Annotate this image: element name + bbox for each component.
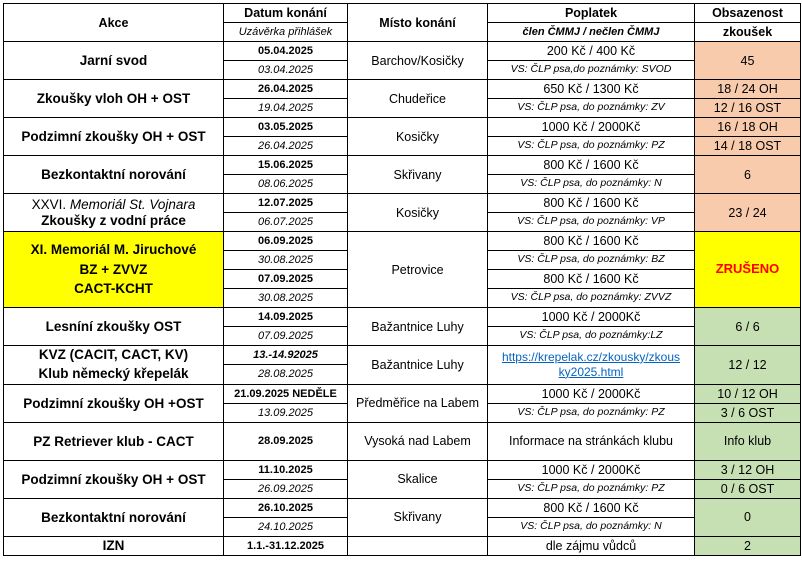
event-deadline: 19.04.2025 — [224, 99, 348, 118]
event-occupancy-ost: 3 / 6 OST — [695, 403, 801, 422]
event-deadline: 26.09.2025 — [224, 479, 348, 498]
header-poplatek: Poplatek — [488, 4, 695, 23]
event-deadline: 07.09.2025 — [224, 327, 348, 346]
event-date: 03.05.2025 — [224, 118, 348, 137]
event-name-line2: BZ + ZVVZ — [79, 261, 148, 277]
event-place: Petrovice — [348, 232, 488, 308]
header-datum: Datum konání — [224, 4, 348, 23]
event-place: Vysoká nad Labem — [348, 422, 488, 460]
event-deadline: 26.04.2025 — [224, 137, 348, 156]
event-name — [4, 346, 224, 385]
event-occupancy: 0 — [695, 498, 801, 536]
event-name-line3: CACT-KCHT — [74, 281, 153, 297]
event-fee: 800 Kč / 1600 Kč — [488, 270, 695, 289]
event-deadline: 30.08.2025 — [224, 251, 348, 270]
event-date: 26.10.2025 — [224, 498, 348, 517]
event-date: 11.10.2025 — [224, 460, 348, 479]
event-place: Skřivany — [348, 156, 488, 194]
event-vs: VS: ČLP psa,do poznámky: SVOD — [488, 61, 695, 80]
header-uzaverka: Uzávěrka přihlášek — [224, 23, 348, 42]
event-fee: 800 Kč / 1600 Kč — [488, 156, 695, 175]
event-name: Bezkontaktní norování — [4, 156, 224, 194]
krepelak-link[interactable] — [491, 350, 691, 380]
event-occupancy-ost: 0 / 6 OST — [695, 479, 801, 498]
event-name-line1: KVZ (CACIT, CACT, KV) — [38, 347, 189, 362]
event-deadline: 03.04.2025 — [224, 61, 348, 80]
event-vs: VS: ČLP psa, do poznámky: PZ — [488, 403, 695, 422]
event-name — [4, 194, 224, 232]
event-deadline: 24.10.2025 — [224, 517, 348, 536]
event-name-prefix: XXVI. — [31, 197, 67, 213]
event-date: 1.1.-31.12.2025 — [224, 536, 348, 555]
event-name-memorial: Memoriál St. Vojnara — [69, 197, 196, 213]
event-fee: 1000 Kč / 2000Kč — [488, 460, 695, 479]
event-deadline: 13.09.2025 — [224, 403, 348, 422]
event-name-line1: XI. Memoriál M. Jiruchové — [30, 242, 197, 258]
event-name: Jarní svod — [4, 42, 224, 80]
event-name-line2: Klub německý křepelák — [38, 365, 189, 381]
event-occupancy-oh: 3 / 12 OH — [695, 460, 801, 479]
event-link-cell — [488, 346, 695, 385]
event-occupancy: 6 / 6 — [695, 308, 801, 346]
event-fee: 650 Kč / 1300 Kč — [488, 80, 695, 99]
event-info: Informace na stránkách klubu — [488, 422, 695, 460]
event-fee: 1000 Kč / 2000Kč — [488, 118, 695, 137]
event-occupancy: 45 — [695, 42, 801, 80]
header-poplatek-sub: člen ČMMJ / nečlen ČMMJ — [488, 23, 695, 42]
event-occupancy-ost: 12 / 16 OST — [695, 99, 801, 118]
event-deadline: 08.06.2025 — [224, 175, 348, 194]
event-date: 21.09.2025 NEDĚLE — [224, 384, 348, 403]
event-date: 05.04.2025 — [224, 42, 348, 61]
event-cancelled-status: ZRUŠENO — [695, 232, 801, 308]
event-name: Bezkontaktní norování — [4, 498, 224, 536]
event-place: Chudeřice — [348, 80, 488, 118]
event-date: 14.09.2025 — [224, 308, 348, 327]
event-place — [348, 536, 488, 555]
event-place: Skřivany — [348, 498, 488, 536]
event-name — [4, 232, 224, 308]
event-name: IZN — [4, 536, 224, 555]
event-occupancy: Info klub — [695, 422, 801, 460]
event-place: Bažantnice Luhy — [348, 346, 488, 385]
event-date: 26.04.2025 — [224, 80, 348, 99]
event-name: Podzimní zkoušky OH + OST — [4, 460, 224, 498]
event-name-line2: Zkoušky z vodní práce — [41, 212, 186, 228]
event-place: Barchov/Kosičky — [348, 42, 488, 80]
event-fee: 800 Kč / 1600 Kč — [488, 232, 695, 251]
krepelak-link-line1: https://krepelak.cz/zkousky/zkous — [501, 349, 681, 364]
event-occupancy: 2 — [695, 536, 801, 555]
event-date: 28.09.2025 — [224, 422, 348, 460]
event-occupancy-ost: 14 / 18 OST — [695, 137, 801, 156]
event-vs: VS: ČLP psa, do poznámky: N — [488, 175, 695, 194]
header-misto: Místo konání — [348, 4, 488, 42]
event-name: Podzimní zkoušky OH + OST — [4, 118, 224, 156]
event-vs: VS: ČLP psa, do poznámky: ZV — [488, 99, 695, 118]
event-date: 13.-14.92025 — [224, 346, 348, 365]
header-akce: Akce — [4, 4, 224, 42]
header-obsazenost: Obsazenost — [695, 4, 801, 23]
event-vs: VS: ČLP psa, do poznámky: BZ — [488, 251, 695, 270]
event-occupancy-oh: 18 / 24 OH — [695, 80, 801, 99]
event-place: Bažantnice Luhy — [348, 308, 488, 346]
event-vs: VS: ČLP psa, do poznámky: PZ — [488, 479, 695, 498]
event-name: PZ Retriever klub - CACT — [4, 422, 224, 460]
event-date: 15.06.2025 — [224, 156, 348, 175]
event-occupancy-oh: 10 / 12 OH — [695, 384, 801, 403]
event-name: Lesníní zkoušky OST — [4, 308, 224, 346]
event-date: 12.07.2025 — [224, 194, 348, 213]
event-place: Kosičky — [348, 118, 488, 156]
event-fee: 800 Kč / 1600 Kč — [488, 498, 695, 517]
krepelak-link-line2: ky2025.html — [558, 364, 624, 379]
event-vs: VS: ČLP psa, do poznámky: VP — [488, 213, 695, 232]
events-table — [3, 3, 801, 556]
event-date: 06.09.2025 — [224, 232, 348, 251]
event-occupancy: 12 / 12 — [695, 346, 801, 385]
event-place: Kosičky — [348, 194, 488, 232]
event-vs: VS: ČLP psa, do poznámky: N — [488, 517, 695, 536]
event-vs: VS: ČLP psa, do poznámky: ZVVZ — [488, 289, 695, 308]
event-fee: 1000 Kč / 2000Kč — [488, 384, 695, 403]
event-vs: VS: ČLP psa, do poznámky:LZ — [488, 327, 695, 346]
event-place: Předměřice na Labem — [348, 384, 488, 422]
event-fee: 800 Kč / 1600 Kč — [488, 194, 695, 213]
event-fee: dle zájmu vůdců — [488, 536, 695, 555]
event-vs: VS: ČLP psa, do poznámky: PZ — [488, 137, 695, 156]
event-place: Skalice — [348, 460, 488, 498]
event-occupancy: 6 — [695, 156, 801, 194]
event-fee: 1000 Kč / 2000Kč — [488, 308, 695, 327]
event-name: Zkoušky vloh OH + OST — [4, 80, 224, 118]
event-date: 07.09.2025 — [224, 270, 348, 289]
event-occupancy-oh: 16 / 18 OH — [695, 118, 801, 137]
event-fee: 200 Kč / 400 Kč — [488, 42, 695, 61]
event-deadline: 28.08.2025 — [224, 365, 348, 384]
event-name: Podzimní zkoušky OH +OST — [4, 384, 224, 422]
event-deadline: 30.08.2025 — [224, 289, 348, 308]
event-deadline: 06.07.2025 — [224, 213, 348, 232]
event-occupancy: 23 / 24 — [695, 194, 801, 232]
header-obsazenost-sub: zkoušek — [695, 23, 801, 42]
